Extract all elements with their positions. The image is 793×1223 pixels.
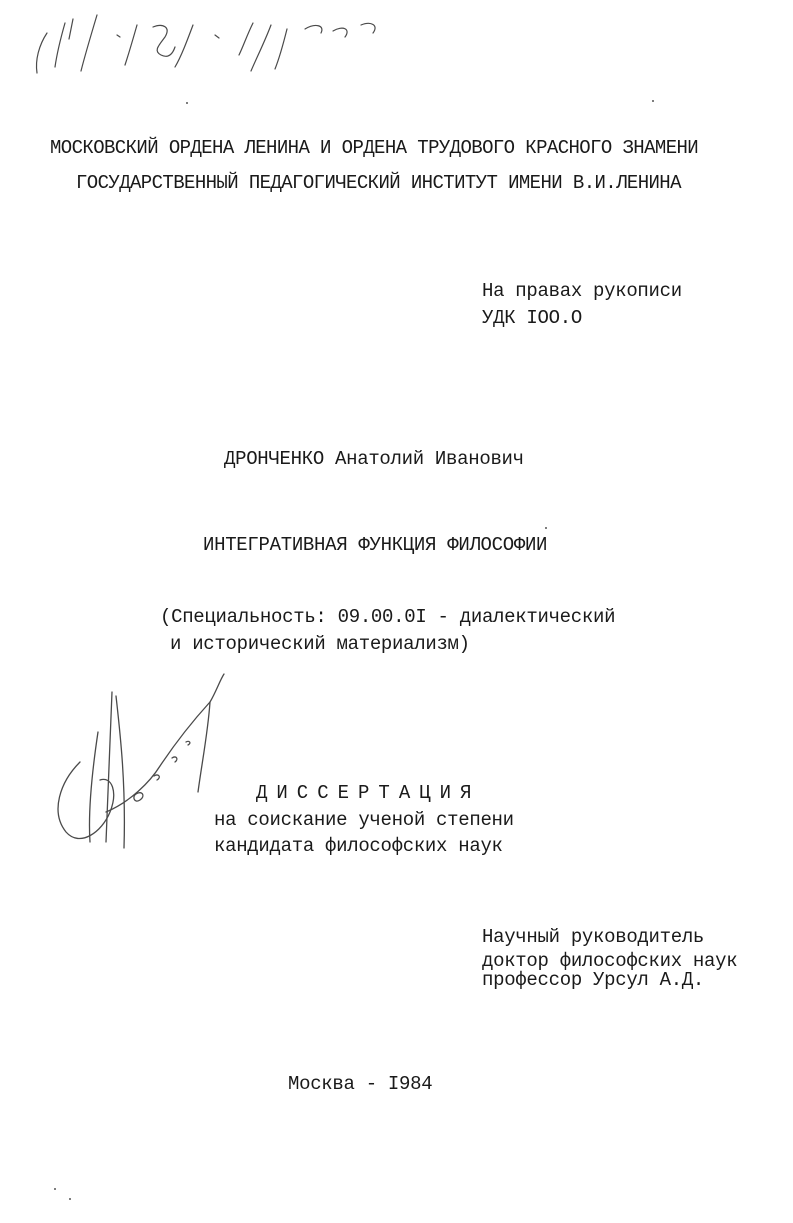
handwritten-note [25, 5, 425, 95]
dissertation-line-1: на соискание ученой степени [214, 809, 514, 831]
signature [40, 672, 240, 872]
supervisor-degree: доктор философских наук [482, 950, 738, 972]
author-name: ДРОНЧЕНКО Анатолий Иванович [224, 448, 524, 470]
supervisor-label: Научный руководитель [482, 926, 705, 948]
institution-line-2: ГОСУДАРСТВЕННЫЙ ПЕДАГОГИЧЕСКИЙ ИНСТИТУТ ИМЕНИ В.И.ЛЕНИНА [76, 172, 681, 194]
supervisor-name: профессор Урсул А.Д. [482, 969, 705, 991]
place-year: Москва - I984 [288, 1073, 433, 1095]
udc-code: УДК IOO.O [482, 307, 582, 329]
rights-line: На правах рукописи [482, 280, 682, 302]
dissertation-line-2: кандидата философских наук [214, 835, 503, 857]
dissertation-heading: ДИССЕРТАЦИЯ [256, 782, 481, 804]
thesis-title: ИНТЕГРАТИВНАЯ ФУНКЦИЯ ФИЛОСОФИИ [203, 534, 548, 556]
institution-line-1: МОСКОВСКИЙ ОРДЕНА ЛЕНИНА И ОРДЕНА ТРУДОВОГО КРАСНОГО ЗНАМЕНИ [50, 137, 699, 159]
specialty-line-1: (Специальность: 09.00.0I - диалектический [160, 606, 616, 628]
specialty-line-2: и исторический материализм) [170, 633, 470, 655]
